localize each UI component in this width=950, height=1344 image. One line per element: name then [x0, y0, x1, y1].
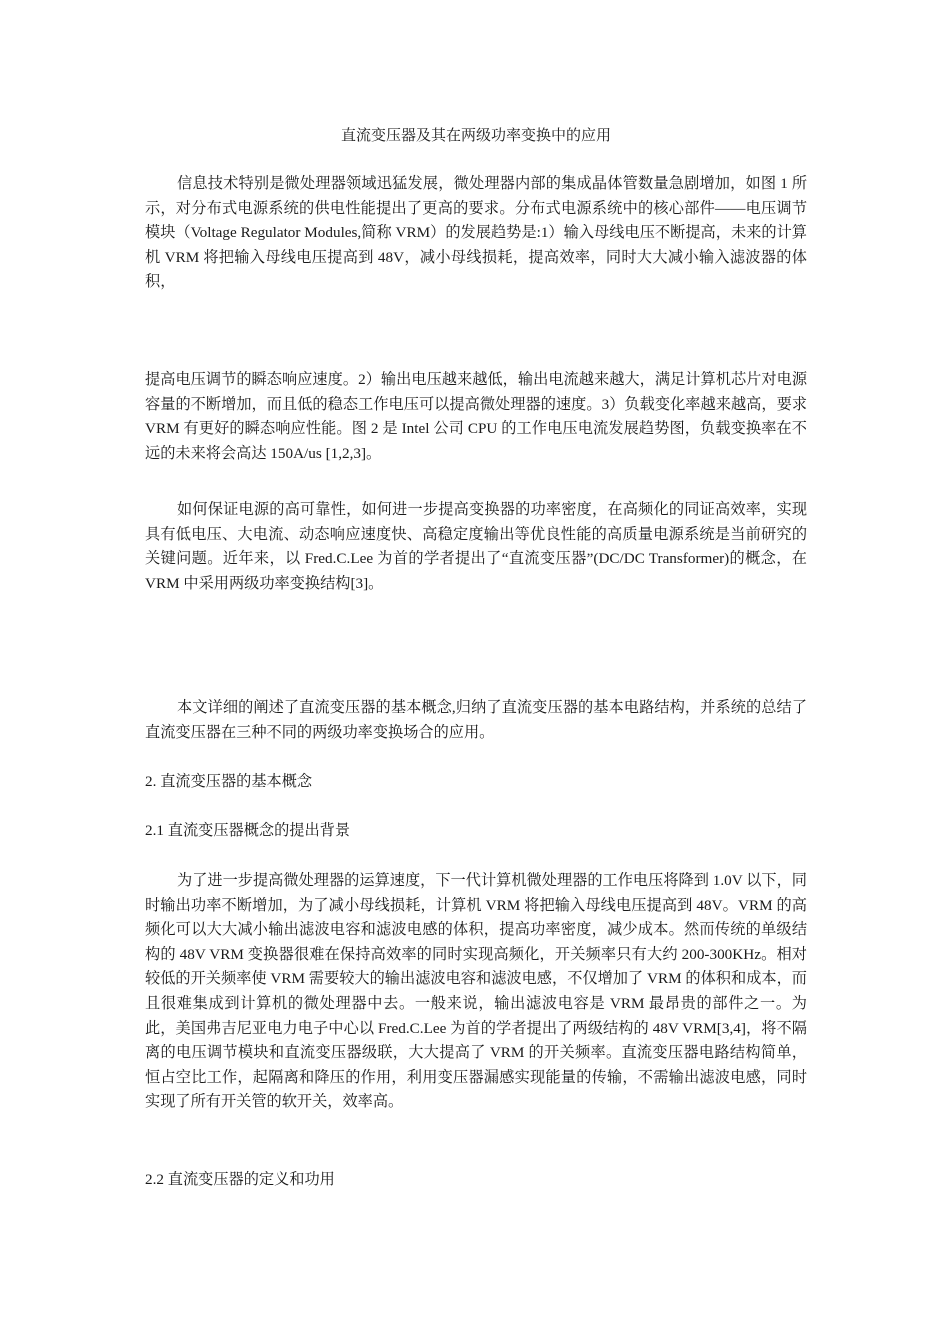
paragraph-background: 为了进一步提高微处理器的运算速度，下一代计算机微处理器的工作电压将降到 1.0V 以下，同时输出功率不断增加，为了减小母线损耗，计算机 VRM 将把输入母线电压提高到 48V。VRM 的高频化可以大大减小输出滤波电容和滤波电感的体积，提高功率密度，减少成本。然而传统的单级结构的 48V VRM 变换器很难在保持高效率的同时实现高频化，开关频率只有大约 200-300KHz。相对较低的开关频率使 VRM 需要较大的输出滤波电容和滤波电感，不仅增加了 VRM 的体积和成本，而且很难集成到计算机的微处理器中去。一般来说，输出滤波电容是 VRM 最昂贵的部件之一。为此，美国弗吉尼亚电力电子中心以 Fred.C.Lee 为首的学者提出了两级结构的 48V VRM[3,4]，将不隔离的电压调节模块和直流变压器级联，大大提高了 VRM 的开关频率。直流变压器电路结构简单，恒占空比工作，起隔离和降压的作用，利用变压器漏感实现能量的传输，不需输出滤波电感，同时实现了所有开关管的软开关，效率高。 — [145, 872, 807, 1111]
document-title: 直流变压器及其在两级功率变换中的应用 — [340, 128, 611, 144]
paragraph-intro: 信息技术特别是微处理器领域迅猛发展，微处理器内部的集成晶体管数量急剧增加，如图 1 所示，对分布式电源系统的供电性能提出了更高的要求。分布式电源系统中的核心部件——电压调节模块（Voltage Regulator Modules,简称 VRM）的发展趋势是:1）输入母线电压不断提高，未来的计算机 VRM 将把输入母线电压提高到 48V，减小母线损耗，提高效率，同时大大减小输入滤波器的体积， — [145, 175, 807, 291]
paragraph-trends: 提高电压调节的瞬态响应速度。2）输出电压越来越低，输出电流越来越大，满足计算机芯片对电源容量的不断增加，而且低的稳态工作电压可以提高微处理器的速度。3）负载变化率越来越高，要求 VRM 有更好的瞬态响应性能。图 2 是 Intel 公司 CPU 的工作电压电流发展趋势图，负载变换率在不远的未来将会高达 150A/us [1,2,3]。 — [145, 371, 807, 462]
section-heading-2-1: 2.1 直流变压器概念的提出背景 — [145, 822, 351, 839]
section-heading-2: 2. 直流变压器的基本概念 — [145, 773, 313, 790]
paragraph-summary: 本文详细的阐述了直流变压器的基本概念,归纳了直流变压器的基本电路结构，并系统的总结了直流变压器在三种不同的两级功率变换场合的应用。 — [145, 699, 807, 741]
paragraph-reliability: 如何保证电源的高可靠性，如何进一步提高变换器的功率密度，在高频化的同证高效率，实现具有低电压、大电流、动态响应速度快、高稳定度输出等优良性能的高质量电源系统是当前研究的关键问题。近年来，以 Fred.C.Lee 为首的学者提出了“直流变压器”(DC/DC Transformer)的概念，在 VRM 中采用两级功率变换结构[3]。 — [145, 501, 807, 592]
section-heading-2-2: 2.2 直流变压器的定义和功用 — [145, 1171, 335, 1188]
